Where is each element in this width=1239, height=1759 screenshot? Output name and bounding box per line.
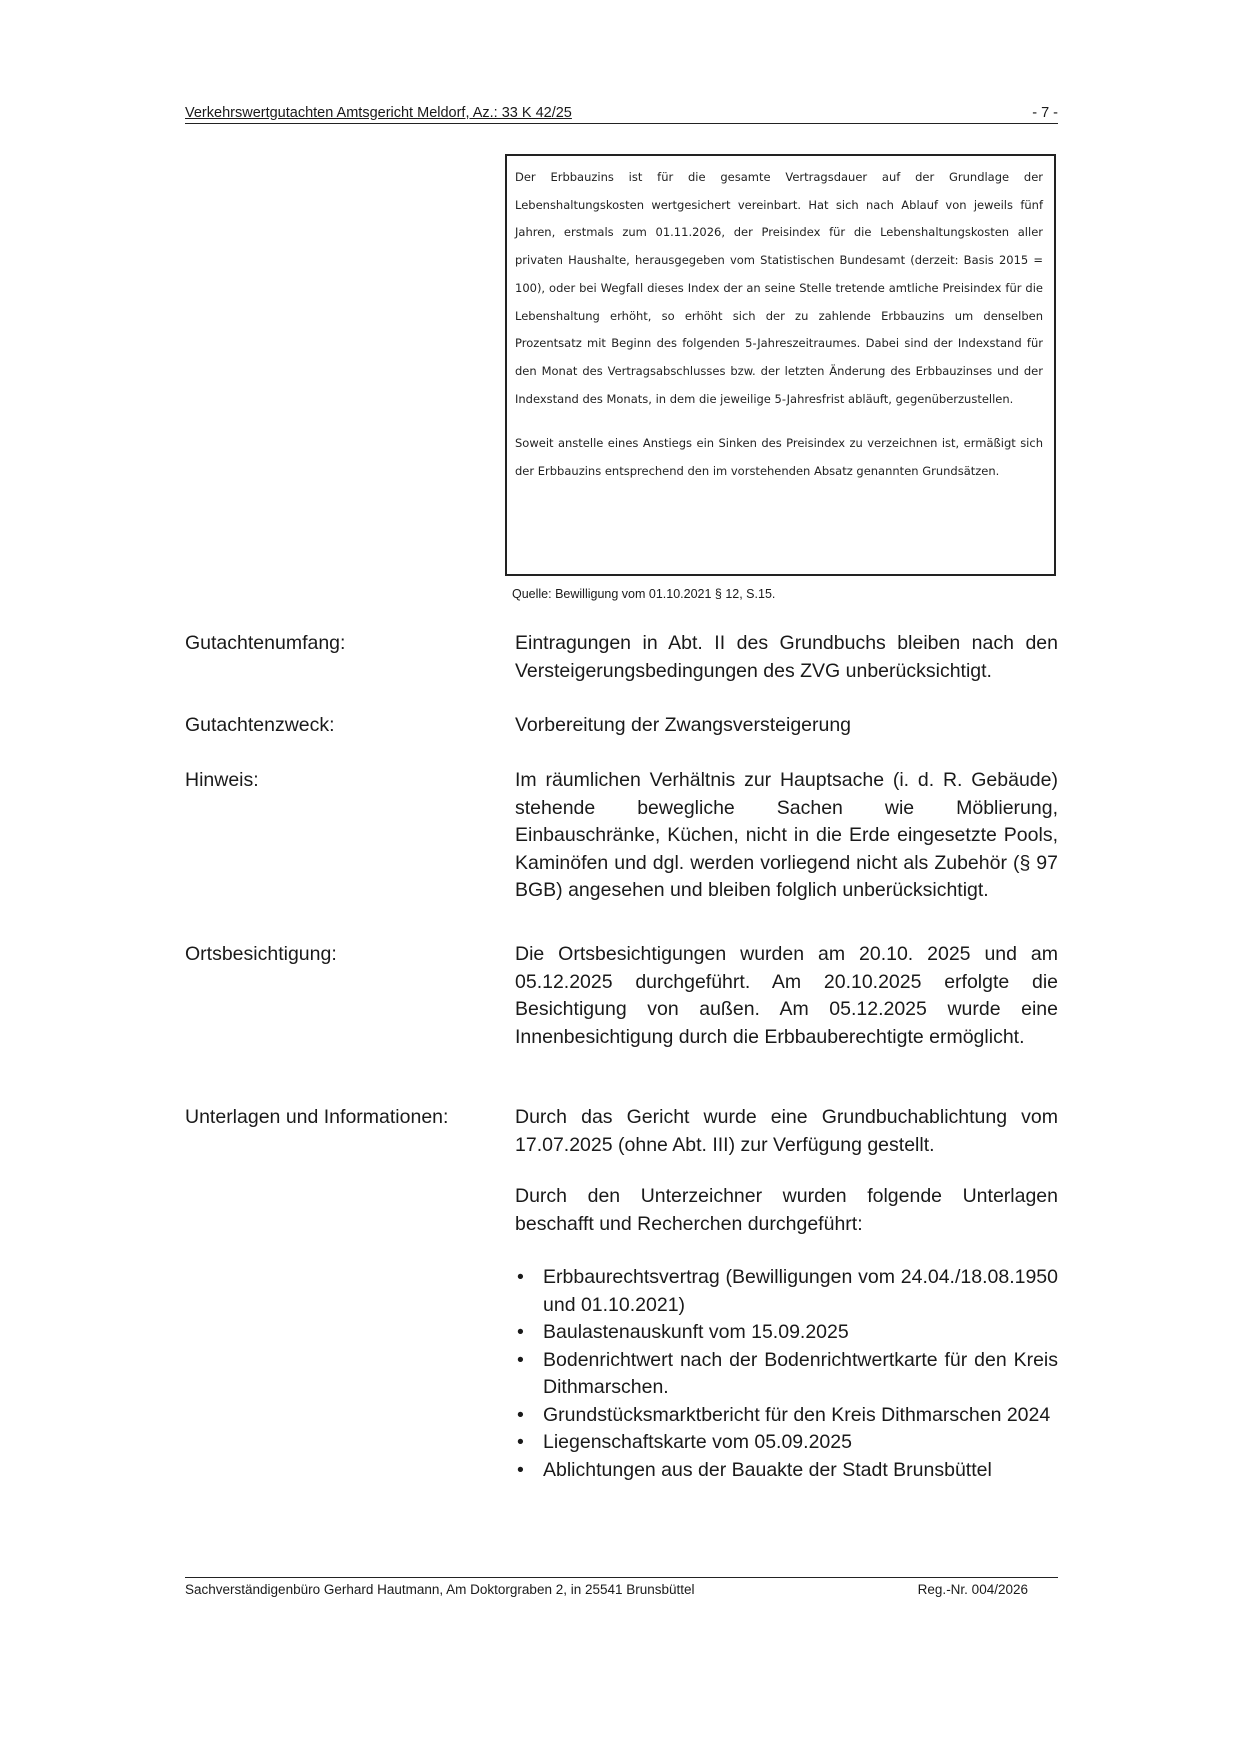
bullet-icon: • [517, 1348, 524, 1371]
bullet-icon: • [517, 1431, 524, 1453]
section-text [515, 712, 1058, 740]
section-paragraph: Durch den Unterzeichner wurden folgende Unterlagen beschafft und Recherchen durchgeführt: [515, 1185, 1058, 1235]
documents-list [515, 1264, 1058, 1484]
section-paragraph: Durch das Gericht wurde eine Grundbuchablichtung vom 17.07.2025 (ohne Abt. III) zur Verfügung gestellt. [515, 1106, 1058, 1156]
page-number: - 7 - [1032, 105, 1058, 121]
bullet-icon: • [517, 1266, 524, 1288]
section-paragraph: Vorbereitung der Zwangsversteigerung [515, 714, 852, 736]
section-label: Hinweis: [185, 769, 259, 791]
footer-address: Sachverständigenbüro Gerhard Hautmann, Am Doktorgraben 2, in 25541 Brunsbüttel [185, 1582, 695, 1597]
list-item-text: Baulastenauskunft vom 15.09.2025 [543, 1321, 849, 1343]
list-item-text: Liegenschaftskarte vom 05.09.2025 [543, 1431, 852, 1453]
quoted-contract-excerpt [505, 154, 1056, 576]
section-paragraph: Die Ortsbesichtigungen wurden am 20.10. 2025 und am 05.12.2025 durchgeführt. Am 20.10.2025 erfolgte die Besichtigung von außen. Am 05.12.2025 wurde eine Innenbesichtigung durch die Erbbauberechtigte ermöglicht. [515, 943, 1058, 1048]
list-item-text: Erbbaurechtsvertrag (Bewilligungen vom 24.04./18.08.1950 und 01.10.2021) [543, 1266, 1058, 1316]
section-text [515, 630, 1058, 685]
section-label: Gutachtenzweck: [185, 714, 335, 736]
section-text [515, 767, 1058, 905]
list-item [515, 1429, 1058, 1457]
bullet-icon: • [517, 1458, 524, 1481]
list-item [515, 1264, 1058, 1319]
list-item [515, 1457, 1058, 1485]
section-text [515, 1104, 1058, 1484]
quote-paragraph-1: Der Erbbauzins ist für die gesamte Vertragsdauer auf der Grundlage der Lebenshaltungskosten wertgesichert vereinbart. Hat sich nach Ablauf von jeweils fünf Jahren, erstmals zum 01.11.2026, der Preisindex für die Lebenshaltungskosten aller privaten Haushalte, herausgegeben vom Statistischen Bundesamt (derzeit: Basis 2015 = 100), oder bei Wegfall dieses Index der an seine Stelle tretende amtliche Preisindex für die Lebenshaltung erhöht, so erhöht sich der zu zahlende Erbbauzins um denselben Prozentsatz mit Beginn des folgenden 5-Jahreszeitraumes. Dabei sind der Indexstand für den Monat des Vertragsabschlusses bzw. der letzten Änderung des Erbbauzinses und der Indexstand des Monats, in dem die jeweilige 5-Jahresfrist abläuft, gegenüberzustellen. [515, 170, 1043, 406]
section-label: Gutachtenumfang: [185, 632, 346, 654]
section-label: Ortsbesichtigung: [185, 943, 337, 965]
list-item [515, 1319, 1058, 1347]
list-item [515, 1402, 1058, 1430]
list-item [515, 1347, 1058, 1402]
bullet-icon: • [517, 1403, 524, 1426]
list-item-text: Ablichtungen aus der Bauakte der Stadt Brunsbüttel [543, 1458, 992, 1481]
section-label: Unterlagen und Informationen: [185, 1106, 449, 1128]
page-footer [185, 1577, 1058, 1598]
section-paragraph: Im räumlichen Verhältnis zur Hauptsache (i. d. R. Gebäude) stehende bewegliche Sachen wie Möblierung, Einbauschränke, Küchen, nicht in die Erde eingesetzte Pools, Kaminöfen und dgl. werden vorliegend nicht als Zubehör (§ 97 BGB) angesehen und bleiben folglich unberücksichtigt. [515, 769, 1058, 901]
quote-paragraph-2: Soweit anstelle eines Anstiegs ein Sinken des Preisindex zu verzeichnen ist, ermäßigt sich der Erbbauzins entsprechend den im vorstehenden Absatz genannten Grundsätzen. [515, 436, 1043, 479]
bullet-icon: • [517, 1321, 524, 1343]
list-item-text: Grundstücksmarktbericht für den Kreis Dithmarschen 2024 [543, 1403, 1051, 1426]
quote-source: Quelle: Bewilligung vom 01.10.2021 § 12, S.15. [512, 587, 776, 601]
header-title: Verkehrswertgutachten Amtsgericht Meldorf, Az.: 33 K 42/25 [185, 105, 572, 121]
section-paragraph: Eintragungen in Abt. II des Grundbuchs bleiben nach den Versteigerungsbedingungen des ZVG unberücksichtigt. [515, 632, 1058, 682]
footer-registration: Reg.-Nr. 004/2026 [917, 1582, 1028, 1597]
page-header [185, 103, 1058, 124]
list-item-text: Bodenrichtwert nach der Bodenrichtwertkarte für den Kreis Dithmarschen. [543, 1348, 1058, 1398]
section-text [515, 941, 1058, 1051]
